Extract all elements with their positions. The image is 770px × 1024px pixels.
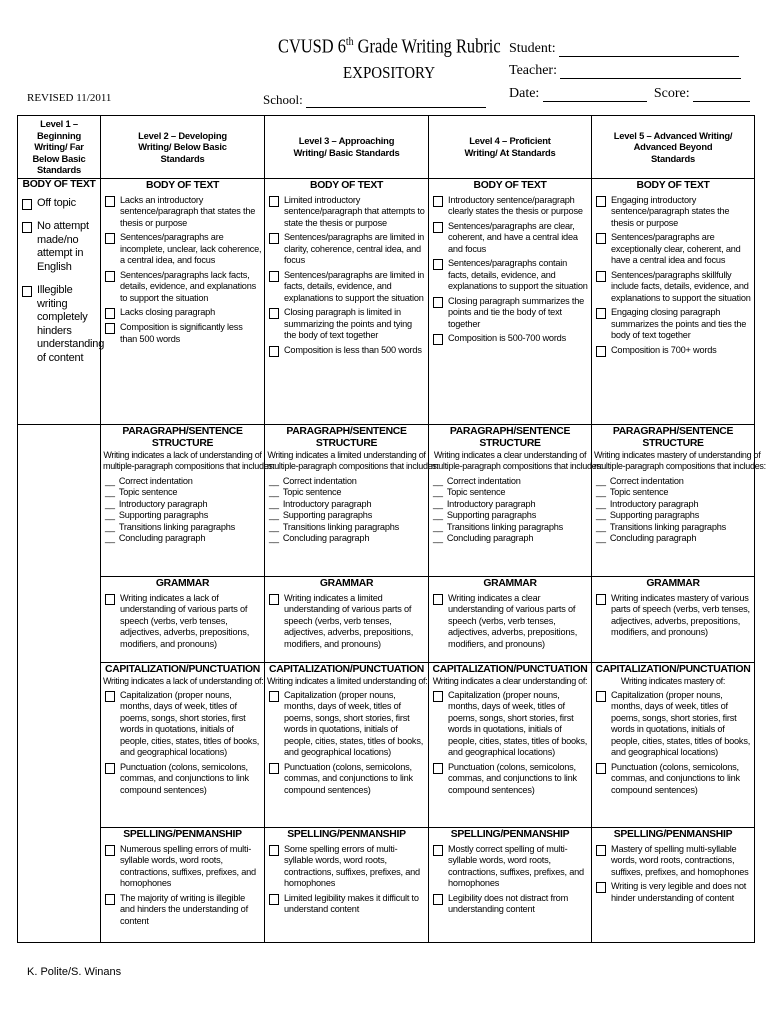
checklist-item[interactable]: Punctuation (colons, semicolons, commas, and conjunctions to link compound sentences) — [431, 762, 589, 797]
paragraph-item[interactable]: __ Topic sentence — [105, 487, 178, 497]
checkbox-icon[interactable] — [269, 894, 279, 905]
level-2-body-cell: BODY OF TEXT Lacks an introductory sentence/paragraph that states the thesis or purpose Sentences/paragraphs are incomplete, unclear, lack coherence, a central idea, and focus Sentences/paragraphs lack facts, details, evidence, and explanations to support the situation Lacks closing paragraph Composition is significantly less than 500 words — [101, 178, 265, 424]
checklist-item[interactable]: Limited introductory sentence/paragraph that attempts to state the thesis or purpose — [267, 195, 426, 230]
paragraph-item[interactable]: __ Supporting paragraphs — [433, 510, 537, 520]
level-2-header: Level 2 – Developing Writing/ Below Basic Standards — [101, 116, 265, 179]
checkbox-icon[interactable] — [433, 691, 443, 702]
checkbox-icon[interactable] — [433, 297, 443, 308]
level-3-paragraph-cell: PARAGRAPH/SENTENCE STRUCTURE Writing indicates a limited understanding of multiple-paragraph compositions that includes: __ Correct indentation __ Topic sentence __ Introductory paragraph __ Supporting paragraphs __ Transitions linking paragraphs __ Concluding paragraph — [265, 424, 429, 576]
paragraph-item[interactable]: __ Transitions linking paragraphs — [596, 521, 727, 532]
level-4-body-cell: BODY OF TEXT Introductory sentence/paragraph clearly states the thesis or purpose Sentences/paragraphs are clear, coherent, and have a central idea and focus Sentences/paragraphs contain facts, details, evidence, and explanations to support the situation Closing paragraph summarizes the points and tie the body of text together Composition is 500-700 words — [429, 178, 592, 424]
checklist-item[interactable]: Writing indicates a limited understanding of various parts of speech (verbs, verb tenses, adjectives, adverbs, prepositions, modifiers, and pronouns) — [267, 593, 426, 651]
paragraph-item[interactable]: __ Correct indentation — [269, 475, 357, 486]
checkbox-icon[interactable] — [105, 308, 115, 319]
checkbox-icon[interactable] — [269, 271, 279, 282]
checkbox-icon[interactable] — [269, 845, 279, 856]
paragraph-item[interactable]: __ Introductory paragraph — [269, 498, 372, 509]
checkbox-icon[interactable] — [105, 323, 115, 334]
checkbox-icon[interactable] — [269, 691, 279, 702]
paragraph-item[interactable]: __ Supporting paragraphs — [596, 510, 700, 520]
checkbox-icon[interactable] — [433, 259, 443, 270]
checklist-item[interactable]: Sentences/paragraphs are incomplete, unclear, lack coherence, a central idea, and focus — [103, 232, 262, 267]
checkbox-icon[interactable] — [596, 196, 606, 207]
paragraph-item[interactable]: __ Concluding paragraph — [433, 533, 534, 543]
checklist-item[interactable]: Writing indicates mastery of various parts of speech (verbs, verb tenses, adjectives, adverbs, prepositions, modifiers, and pronouns) — [594, 593, 752, 639]
checklist-item[interactable]: Off topic — [20, 197, 98, 211]
checklist-item[interactable]: The majority of writing is illegible and hinders the understanding of content — [103, 893, 262, 928]
level-4-spelling-cell: SPELLING/PENMANSHIP Mostly correct spelling of multi-syllable words, word roots, contractions, suffixes, prefixes, and homophones Legibility does not distract from understanding content — [429, 827, 592, 942]
checklist-item[interactable]: Sentences/paragraphs are limited in clarity, coherence, central idea, and focus — [267, 232, 426, 267]
checkbox-icon[interactable] — [269, 594, 279, 605]
checkbox-icon[interactable] — [433, 334, 443, 345]
checklist-item[interactable]: Composition is 500-700 words — [431, 333, 589, 345]
paragraph-item[interactable]: __ Topic sentence — [433, 487, 506, 497]
level-3-grammar-cell: GRAMMAR Writing indicates a limited understanding of various parts of speech (verbs, verb tenses, adjectives, adverbs, prepositions, modifiers, and pronouns) — [265, 576, 429, 662]
checklist-item[interactable]: Composition is 700+ words — [594, 345, 752, 357]
paragraph-item[interactable]: __ Supporting paragraphs — [269, 510, 373, 520]
checklist-item[interactable]: Lacks closing paragraph — [103, 307, 262, 319]
level-1-empty-cell — [18, 424, 101, 942]
paragraph-item[interactable]: __ Introductory paragraph — [596, 498, 699, 509]
checkbox-icon[interactable] — [22, 199, 32, 210]
checklist-item[interactable]: Some spelling errors of multi-syllable words, word roots, contractions, suffixes, prefixes, and homophones — [267, 844, 426, 890]
checkbox-icon[interactable] — [433, 763, 443, 774]
checklist-item[interactable]: Sentences/paragraphs skillfully include facts, details, evidence, and explanations to support the situation — [594, 270, 752, 305]
paragraph-item[interactable]: __ Topic sentence — [596, 487, 669, 497]
rubric-table — [17, 115, 766, 943]
checkbox-icon[interactable] — [596, 763, 606, 774]
page-subtitle: EXPOSITORY — [343, 63, 436, 82]
checkbox-icon[interactable] — [596, 308, 606, 319]
checklist-item[interactable]: Limited legibility makes it difficult to understand content — [267, 893, 426, 916]
checklist-item[interactable]: Capitalization (proper nouns, months, days of week, titles of poems, songs, short stories, first words in quotations, initials of people, cities, states, titles of books, and geographical locations) — [594, 690, 752, 759]
level-4-header: Level 4 – Proficient Writing/ At Standards — [429, 116, 592, 179]
checklist-item[interactable]: Numerous spelling errors of multi-syllable words, word roots, contractions, suffixes, prefixes, and homophones — [103, 844, 262, 890]
checklist-item[interactable]: Mostly correct spelling of multi-syllable words, word roots, contractions, suffixes, prefixes, and homophones — [431, 844, 589, 890]
checkbox-icon[interactable] — [433, 196, 443, 207]
paragraph-item[interactable]: __ Introductory paragraph — [105, 498, 208, 509]
level-5-body-cell: BODY OF TEXT Engaging introductory sentence/paragraph states the thesis or purpose Sentences/paragraphs are exceptionally clear, coherent, and have a central idea and focus Sentences/paragraphs skillfully include facts, details, evidence, and explanations to support the situation Engaging closing paragraph summarizes the points and ties the body of text together Composition is 700+ words — [592, 178, 755, 424]
paragraph-item[interactable]: __ Correct indentation — [105, 475, 193, 486]
checkbox-icon[interactable] — [596, 346, 606, 357]
checkbox-icon[interactable] — [596, 233, 606, 244]
checklist-item[interactable]: Sentences/paragraphs are limited in facts, details, evidence, and explanations to support the situation — [267, 270, 426, 305]
checkbox-icon[interactable] — [22, 286, 32, 297]
checkbox-icon[interactable] — [269, 196, 279, 207]
level-5-spelling-cell: SPELLING/PENMANSHIP Mastery of spelling multi-syllable words, word roots, contractions, suffixes, prefixes, and homophones Writing is very legible and does not hinder understanding of content — [592, 827, 755, 942]
checkbox-icon[interactable] — [22, 222, 32, 233]
checkbox-icon[interactable] — [596, 691, 606, 702]
level-4-capitalization-cell: CAPITALIZATION/PUNCTUATION Writing indicates a clear understanding of: Capitalization (proper nouns, months, days of week, titles of poems, songs, short stories, first words in quotations, initials of people, cities, states, titles of books, and geographical locations) Punctuation (colons, semicolons, commas, and conjunctions to link compound sentences) — [429, 662, 592, 827]
checklist-item[interactable]: No attempt made/no attempt in English — [20, 220, 98, 274]
checklist-item[interactable]: Closing paragraph summarizes the points and tie the body of text together — [431, 296, 589, 331]
checkbox-icon[interactable] — [433, 845, 443, 856]
level-4-paragraph-cell: PARAGRAPH/SENTENCE STRUCTURE Writing indicates a clear understanding of multiple-paragraph compositions that includes: __ Correct indentation __ Topic sentence __ Introductory paragraph __ Supporting paragraphs __ Transitions linking paragraphs __ Concluding paragraph — [429, 424, 592, 576]
checklist-item[interactable]: Writing indicates a clear understanding of various parts of speech (verbs, verb tenses, adjectives, adverbs, prepositions, modifiers, and pronouns) — [431, 593, 589, 651]
checkbox-icon[interactable] — [596, 882, 606, 893]
checkbox-icon[interactable] — [105, 763, 115, 774]
paragraph-item[interactable]: __ Concluding paragraph — [596, 533, 697, 543]
checklist-item[interactable]: Sentences/paragraphs are exceptionally clear, coherent, and have a central idea and focus — [594, 232, 752, 267]
level-3-header: Level 3 – Approaching Writing/ Basic Standards — [265, 116, 429, 179]
paragraph-item[interactable]: __ Correct indentation — [433, 475, 521, 486]
checkbox-icon[interactable] — [269, 233, 279, 244]
checkbox-icon[interactable] — [105, 233, 115, 244]
checklist-item[interactable]: Composition is significantly less than 500 words — [103, 322, 262, 345]
checkbox-icon[interactable] — [105, 894, 115, 905]
checklist-item[interactable]: Mastery of spelling multi-syllable words, word roots, contractions, suffixes, prefixes, and homophones — [594, 844, 752, 879]
checklist-item[interactable]: Writing is very legible and does not hinder understanding of content — [594, 881, 752, 904]
score-label: Score: — [653, 86, 690, 101]
checklist-item[interactable]: Composition is less than 500 words — [267, 345, 426, 357]
checkbox-icon[interactable] — [433, 222, 443, 233]
level-2-spelling-cell: SPELLING/PENMANSHIP Numerous spelling errors of multi-syllable words, word roots, contractions, suffixes, prefixes, and homophones The majority of writing is illegible and hinders the understanding of content — [101, 827, 265, 942]
teacher-field[interactable]: Teacher: — [509, 63, 741, 79]
checklist-item[interactable]: Capitalization (proper nouns, months, days of week, titles of poems, songs, short stories, first words in quotations, initials of people, cities, states, titles of books, and geographical locations) — [103, 690, 262, 759]
checkbox-icon[interactable] — [105, 845, 115, 856]
checklist-item[interactable]: Writing indicates a lack of understanding of various parts of speech (verbs, verb tenses, adjectives, adverbs, prepositions, modifiers, and pronouns) — [103, 593, 262, 651]
checklist-item[interactable]: Lacks an introductory sentence/paragraph that states the thesis or purpose — [103, 195, 262, 230]
checkbox-icon[interactable] — [596, 594, 606, 605]
level-4-grammar-cell: GRAMMAR Writing indicates a clear understanding of various parts of speech (verbs, verb tenses, adjectives, adverbs, prepositions, modifiers, and pronouns) — [429, 576, 592, 662]
school-field[interactable]: School: — [263, 92, 486, 108]
checkbox-icon[interactable] — [105, 691, 115, 702]
paragraph-item[interactable]: __ Supporting paragraphs — [105, 510, 209, 520]
paragraph-item[interactable]: __ Transitions linking paragraphs — [433, 521, 564, 532]
level-2-grammar-cell: GRAMMAR Writing indicates a lack of understanding of various parts of speech (verbs, verb tenses, adjectives, adverbs, prepositions, modifiers, and pronouns) — [101, 576, 265, 662]
checkbox-icon[interactable] — [269, 763, 279, 774]
level-5-capitalization-cell: CAPITALIZATION/PUNCTUATION Writing indicates mastery of: Capitalization (proper nouns, months, days of week, titles of poems, songs, short stories, first words in quotations, initials of people, cities, states, titles of books, and geographical locations) Punctuation (colons, semicolons, commas, and conjunctions to link compound sentences) — [592, 662, 755, 827]
checklist-item[interactable]: Sentences/paragraphs lack facts, details, evidence, and explanations to support the situation — [103, 270, 262, 305]
level-5-paragraph-cell: PARAGRAPH/SENTENCE STRUCTURE Writing indicates mastery of understanding of multiple-paragraph compositions that includes: __ Correct indentation __ Topic sentence __ Introductory paragraph __ Supporting paragraphs __ Transitions linking paragraphs __ Concluding paragraph — [592, 424, 755, 576]
checkbox-icon[interactable] — [269, 308, 279, 319]
level-3-spelling-cell: SPELLING/PENMANSHIP Some spelling errors of multi-syllable words, word roots, contractions, suffixes, prefixes, and homophones Limited legibility makes it difficult to understand content — [265, 827, 429, 942]
paragraph-item[interactable]: __ Concluding paragraph — [269, 533, 370, 543]
checkbox-icon[interactable] — [269, 346, 279, 357]
level-2-capitalization-cell: CAPITALIZATION/PUNCTUATION Writing indicates a lack of understanding of: Capitalization (proper nouns, months, days of week, titles of poems, songs, short stories, first words in quotations, initials of people, cities, states, titles of books, and geographical locations) Punctuation (colons, semicolons, commas, and conjunctions to link compound sentences) — [101, 662, 265, 827]
checklist-item[interactable]: Sentences/paragraphs are clear, coherent, and have a central idea and focus — [431, 221, 589, 256]
checklist-item[interactable]: Illegible writing completely hinders understanding of content — [20, 284, 98, 365]
level-2-paragraph-cell: PARAGRAPH/SENTENCE STRUCTURE Writing indicates a lack of understanding of multiple-paragraph compositions that includes: __ Correct indentation __ Topic sentence __ Introductory paragraph __ Supporting paragraphs __ Transitions linking paragraphs __ Concluding paragraph — [101, 424, 265, 576]
checklist-item[interactable]: Engaging introductory sentence/paragraph states the thesis or purpose — [594, 195, 752, 230]
checklist-item[interactable]: Closing paragraph is limited in summarizing the points and tying the body of text together — [267, 307, 426, 342]
checklist-item[interactable]: Capitalization (proper nouns, months, days of week, titles of poems, songs, short stories, first words in quotations, initials of people, cities, states, titles of books, and geographical locations) — [431, 690, 589, 759]
page-title: CVUSD 6th Grade Writing Rubric — [278, 34, 501, 58]
footer-credit: K. Polite/S. Winans — [27, 966, 122, 978]
revised-date: REVISED 11/2011 — [27, 92, 112, 104]
checkbox-icon[interactable] — [105, 271, 115, 282]
checkbox-icon[interactable] — [105, 196, 115, 207]
checkbox-icon[interactable] — [596, 271, 606, 282]
level-1-body-cell: BODY OF TEXT Off topic No attempt made/no attempt in English Illegible writing completely hinders understanding of content — [18, 178, 101, 424]
date-field[interactable]: Date: Score: — [509, 86, 750, 102]
checkbox-icon[interactable] — [433, 594, 443, 605]
paragraph-item[interactable]: __ Transitions linking paragraphs — [105, 521, 236, 532]
paragraph-item[interactable]: __ Concluding paragraph — [105, 533, 206, 543]
level-5-grammar-cell: GRAMMAR Writing indicates mastery of various parts of speech (verbs, verb tenses, adjectives, adverbs, prepositions, modifiers, and pronouns) — [592, 576, 755, 662]
checklist-item[interactable]: Punctuation (colons, semicolons, commas, and conjunctions to link compound sentences) — [594, 762, 752, 797]
checklist-item[interactable]: Punctuation (colons, semicolons, commas, and conjunctions to link compound sentences) — [103, 762, 262, 797]
paragraph-item[interactable]: __ Introductory paragraph — [433, 498, 536, 509]
level-5-header: Level 5 – Advanced Writing/ Advanced Beyond Standards — [592, 116, 755, 179]
student-field[interactable]: Student: — [509, 41, 739, 57]
checkbox-icon[interactable] — [433, 894, 443, 905]
checkbox-icon[interactable] — [105, 594, 115, 605]
paragraph-item[interactable]: __ Topic sentence — [269, 487, 342, 497]
level-3-capitalization-cell: CAPITALIZATION/PUNCTUATION Writing indicates a limited understanding of: Capitalization (proper nouns, months, days of week, titles of poems, songs, short stories, first words in quotations, initials of people, cities, states, titles of books, and geographical locations) Punctuation (colons, semicolons, commas, and conjunctions to link compound sentences) — [265, 662, 429, 827]
checkbox-icon[interactable] — [596, 845, 606, 856]
level-1-header: Level 1 – Beginning Writing/ Far Below Basic Standards — [18, 116, 101, 179]
checklist-item[interactable]: Engaging closing paragraph summarizes the points and ties the body of text together — [594, 307, 752, 342]
checklist-item[interactable]: Punctuation (colons, semicolons, commas, and conjunctions to link compound sentences) — [267, 762, 426, 797]
checklist-item[interactable]: Sentences/paragraphs contain facts, details, evidence, and explanations to support the situation — [431, 258, 589, 293]
checklist-item[interactable]: Capitalization (proper nouns, months, days of week, titles of poems, songs, short stories, first words in quotations, initials of people, cities, states, titles of books, and geographical locations) — [267, 690, 426, 759]
paragraph-item[interactable]: __ Transitions linking paragraphs — [269, 521, 400, 532]
paragraph-item[interactable]: __ Correct indentation — [596, 475, 684, 486]
checklist-item[interactable]: Legibility does not distract from understanding content — [431, 893, 589, 916]
checklist-item[interactable]: Introductory sentence/paragraph clearly states the thesis or purpose — [431, 195, 589, 218]
level-3-body-cell: BODY OF TEXT Limited introductory sentence/paragraph that attempts to state the thesis or purpose Sentences/paragraphs are limited in clarity, coherence, central idea, and focus Sentences/paragraphs are limited in facts, details, evidence, and explanations to support the situation Closing paragraph is limited in summarizing the points and tying the body of text together Composition is less than 500 words — [265, 178, 429, 424]
